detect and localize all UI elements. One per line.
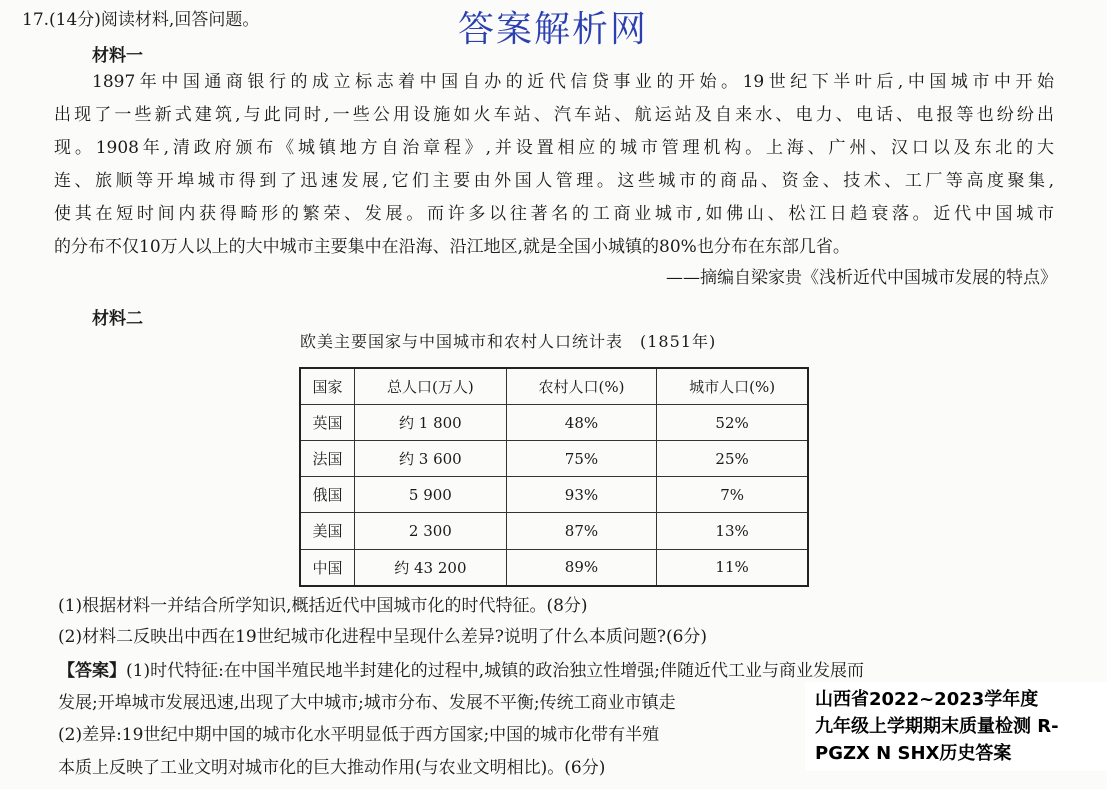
cell-total: 约 1 800 [355, 405, 507, 441]
cell-rural: 48% [506, 405, 656, 441]
watermark-text: 答案解析网 [458, 9, 649, 50]
answer-text-1: (1)时代特征:在中国半殖民地半封建化的过程中,城镇的政治独立性增强;伴随近代工业与商业发展而 [126, 661, 864, 681]
question-2: (2)材料二反映出中西在19世纪城市化进程中呈现什么差异?说明了什么本质问题?(6分) [58, 627, 708, 647]
header-country: 国家 [300, 368, 355, 405]
header-urban: 城市人口(%) [657, 368, 808, 405]
cell-urban: 52% [657, 405, 808, 441]
material1-line-2: 出现了一些新式建筑,与此同时,一些公用设施如火车站、汽车站、航运站及自来水、电力、电话、电报等也纷纷出 [54, 105, 1054, 125]
answer-line-3: (2)差异:19世纪中期中国的城市化水平明显低于西方国家;中国的城市化带有半殖 [58, 725, 660, 745]
table-row [300, 549, 808, 586]
table-caption: 欧美主要国家与中国城市和农村人口统计表 (1851年) [300, 332, 717, 351]
cell-total: 约 3 600 [355, 441, 507, 477]
material1-line-6: 的分布不仅10万人以上的大中城市主要集中在沿海、沿江地区,就是全国小城镇的80%也分布在东部几省。 [54, 237, 850, 257]
population-table [299, 367, 809, 587]
exam-info-overlay [805, 682, 1107, 771]
answer-label: 【答案】 [58, 661, 126, 681]
cell-total: 约 43 200 [355, 549, 507, 586]
material1-title: 材料一 [92, 46, 143, 66]
header-rural: 农村人口(%) [506, 368, 656, 405]
cell-urban: 13% [657, 513, 808, 549]
question-1: (1)根据材料一并结合所学知识,概括近代中国城市化的时代特征。(8分) [58, 596, 588, 616]
cell-country: 英国 [300, 405, 355, 441]
table-row [300, 477, 808, 513]
cell-rural: 75% [506, 441, 656, 477]
question-header: 17.(14分)阅读材料,回答问题。 [22, 10, 260, 30]
cell-total: 5 900 [355, 477, 507, 513]
answer-line-4: 本质上反映了工业文明对城市化的巨大推动作用(与农业文明相比)。(6分) [58, 758, 606, 778]
header-total: 总人口(万人) [355, 368, 507, 405]
cell-country: 中国 [300, 549, 355, 586]
table-header-row [300, 368, 808, 405]
overlay-line-2: 九年级上学期期末质量检测 R- [815, 716, 1059, 737]
material1-line-3: 现。1908年,清政府颁布《城镇地方自治章程》,并设置相应的城市管理机构。上海、广州、汉口以及东北的大 [54, 138, 1054, 158]
material2-title: 材料二 [92, 309, 143, 329]
table-row [300, 513, 808, 549]
cell-rural: 93% [506, 477, 656, 513]
material1-source: ——摘编自梁家贵《浅析近代中国城市发展的特点》 [666, 268, 1057, 288]
cell-urban: 7% [657, 477, 808, 513]
answer-line-1 [58, 659, 864, 683]
material1-line-4: 连、旅顺等开埠城市得到了迅速发展,它们主要由外国人管理。这些城市的商品、资金、技术、工厂等高度聚集, [54, 171, 1054, 191]
overlay-line-1: 山西省2022~2023学年度 [815, 689, 1039, 710]
cell-country: 俄国 [300, 477, 355, 513]
table-row [300, 405, 808, 441]
cell-urban: 11% [657, 549, 808, 586]
material1-line-5: 使其在短时间内获得畸形的繁荣、发展。而许多以往著名的工商业城市,如佛山、松江日趋衰落。近代中国城市 [54, 204, 1054, 224]
cell-country: 美国 [300, 513, 355, 549]
cell-total: 2 300 [355, 513, 507, 549]
cell-rural: 89% [506, 549, 656, 586]
table-row [300, 441, 808, 477]
cell-country: 法国 [300, 441, 355, 477]
cell-rural: 87% [506, 513, 656, 549]
overlay-line-3: PGZX N SHX历史答案 [815, 743, 1012, 764]
material1-line-1: 1897年中国通商银行的成立标志着中国自办的近代信贷事业的开始。19世纪下半叶后,中国城市中开始 [92, 72, 1054, 92]
cell-urban: 25% [657, 441, 808, 477]
answer-line-2: 发展;开埠城市发展迅速,出现了大中城市;城市分布、发展不平衡;传统工商业市镇走 [58, 693, 676, 713]
